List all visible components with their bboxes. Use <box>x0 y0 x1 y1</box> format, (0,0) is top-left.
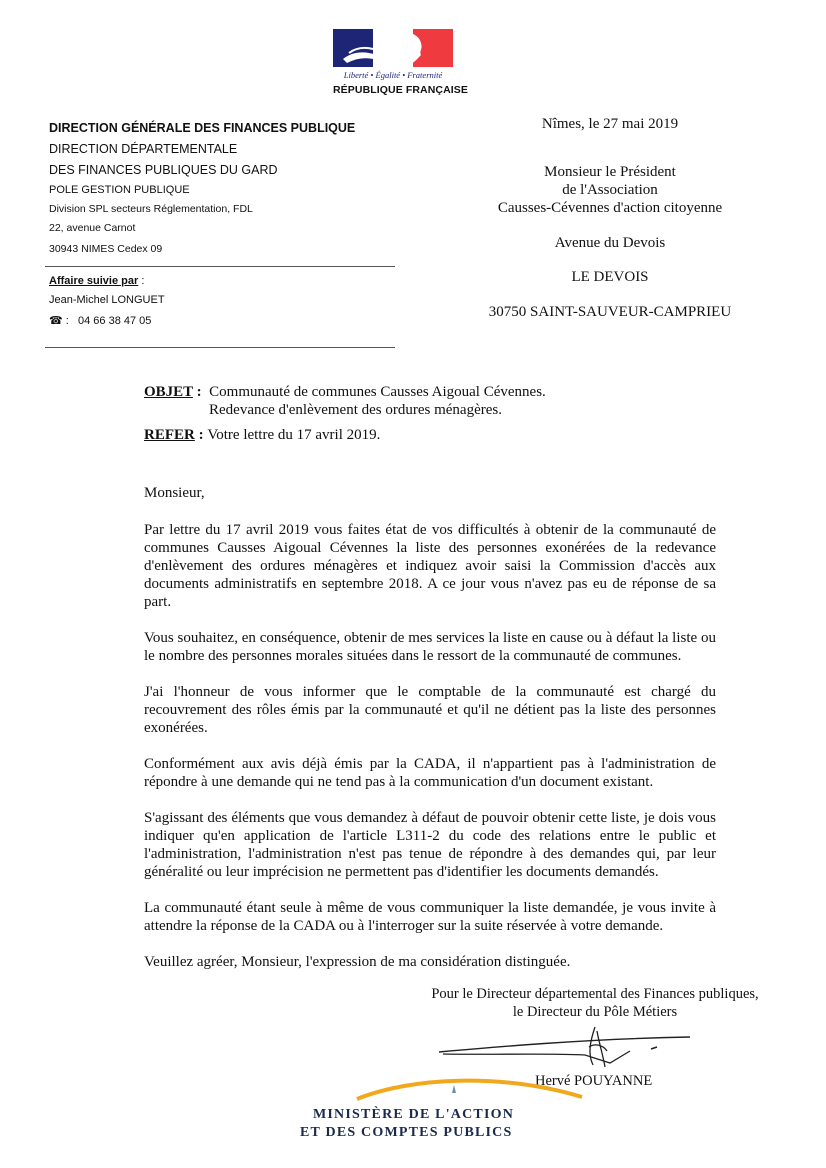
sender-address-2: 30943 NIMES Cedex 09 <box>49 243 163 255</box>
signature-line-2: le Directeur du Pôle Métiers <box>512 1004 678 1020</box>
recipient-city: 30750 SAINT-SAUVEUR-CAMPRIEU <box>488 304 732 320</box>
closing-formula: Veuillez agréer, Monsieur, l'expression de ma considération distinguée. <box>144 954 571 970</box>
ministry-line-2: ET DES COMPTES PUBLICS <box>300 1125 513 1140</box>
recipient-line-3: Causses-Cévennes d'action citoyenne <box>497 200 723 216</box>
refer-sep: : <box>194 427 204 443</box>
recipient-block <box>460 116 760 321</box>
objet-block <box>144 383 546 419</box>
tricolor-flag <box>333 29 453 67</box>
signature-title <box>415 985 775 1021</box>
recipient-street: Avenue du Devois <box>554 235 666 251</box>
refer-label: REFER <box>144 427 195 443</box>
telephone-icon: ☎ <box>49 315 63 327</box>
divider-bottom <box>45 347 395 348</box>
refer-text: Votre lettre du 17 avril 2019. <box>207 427 381 443</box>
logo-title: RÉPUBLIQUE FRANÇAISE <box>333 84 469 96</box>
body-paragraph: La communauté étant seule à même de vous communiquer la liste demandée, je vous invite à attendre la réponse de la CADA ou à l'interroger sur la suite réservée à votre demande. <box>144 900 716 934</box>
sender-line-1: DIRECTION GÉNÉRALE DES FINANCES PUBLIQUE <box>49 121 356 135</box>
followup-name: Jean-Michel LONGUET <box>49 294 165 306</box>
handwritten-signature <box>435 1025 695 1075</box>
sender-line-5: Division SPL secteurs Réglementation, FDL <box>49 203 253 215</box>
ministry-line-1: MINISTÈRE DE L'ACTION <box>313 1107 515 1122</box>
recipient-locality: LE DEVOIS <box>571 269 649 285</box>
objet-line-2: Redevance d'enlèvement des ordures ménagères. <box>209 402 502 418</box>
marianne-profile-icon <box>333 29 453 67</box>
signature-line-1: Pour le Directeur départemental des Finances publiques, <box>431 986 759 1002</box>
body-paragraph: Par lettre du 17 avril 2019 vous faites état de vos difficultés à obtenir de la communauté de communes Causses Aigoual Cévennes la liste des personnes exonérées de la redevance d'enlèvement des ordures ménagères et indiquez avoir saisi la Commission d'accès aux documents administratifs en septembre 2018. A ce jour vous n'avez pas eu de réponse de sa part. <box>144 522 716 610</box>
body-paragraph: J'ai l'honneur de vous informer que le comptable de la communauté est chargé du recouvrement des rôles émis par la communauté et qu'il ne détient pas la liste des personnes exonérées. <box>144 684 716 736</box>
sender-line-3: DES FINANCES PUBLIQUES DU GARD <box>49 163 278 177</box>
phone-separator: : <box>62 315 69 327</box>
letter-body <box>144 484 716 989</box>
sender-line-4: POLE GESTION PUBLIQUE <box>49 184 190 196</box>
recipient-line-1: Monsieur le Président <box>544 164 676 180</box>
body-paragraph: Conformément aux avis déjà émis par la CADA, il n'appartient pas à l'administration de répondre à une demande qui ne tend pas à la communication d'un document existant. <box>144 756 716 790</box>
followup-label: Affaire suivie par <box>49 275 139 287</box>
objet-sep: : <box>192 384 202 400</box>
sender-line-2: DIRECTION DÉPARTEMENTALE <box>49 142 238 156</box>
salutation: Monsieur, <box>144 485 205 501</box>
body-paragraph: Vous souhaitez, en conséquence, obtenir de mes services la liste en cause ou à défaut la liste ou le nombre des personnes morales situées dans le ressort de la communauté de communes. <box>144 630 716 664</box>
logo-motto: Liberté • Égalité • Fraternité <box>343 70 443 80</box>
body-paragraph: S'agissant des éléments que vous demandez à défaut de pouvoir obtenir cette liste, je dois vous indiquer qu'en application de l'article L311-2 du code des relations entre le public et l'administration, l'administration n'est pas tenue de répondre à des demandes qui, par leur généralité ou leur imprécision ne permettent pas d'identifier les documents demandés. <box>144 810 716 880</box>
republique-francaise-logo <box>333 29 469 103</box>
objet-line-1: Communauté de communes Causses Aigoual Cévennes. <box>209 384 546 400</box>
phone-number: 04 66 38 47 05 <box>78 315 152 327</box>
sender-address-1: 22, avenue Carnot <box>49 222 136 234</box>
recipient-line-2: de l'Association <box>562 182 658 198</box>
objet-label: OBJET <box>144 384 193 400</box>
refer-block <box>144 427 380 444</box>
followup-block <box>49 272 165 330</box>
followup-label-suffix: : <box>138 275 145 287</box>
ministry-arc-icon <box>352 1073 592 1103</box>
letter-date: Nîmes, le 27 mai 2019 <box>541 116 679 132</box>
divider-top <box>45 266 395 267</box>
sender-block <box>49 118 409 259</box>
signatory-name: Hervé POUYANNE <box>535 1073 653 1089</box>
